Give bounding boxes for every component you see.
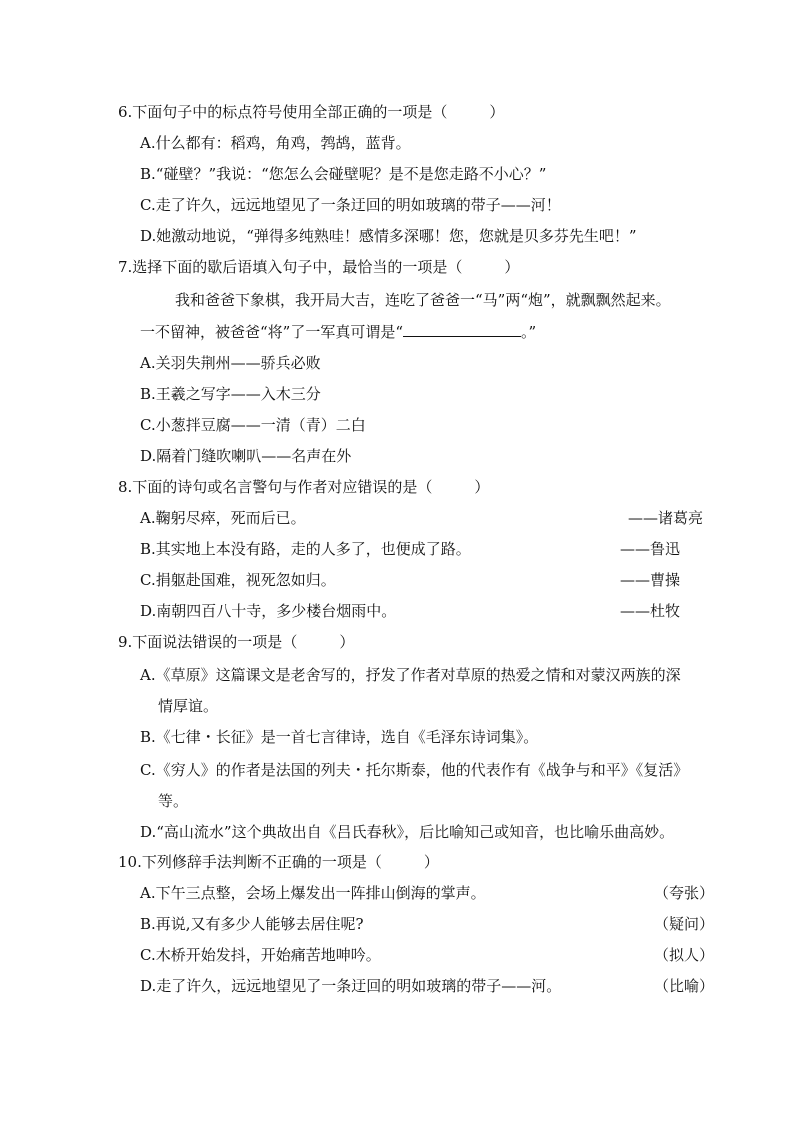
question-8-option-c: C.捐躯赴国难，视死忽如归。 (140, 571, 336, 589)
question-9-option-c-line-1: C.《穷人》的作者是法国的列夫・托尔斯泰，他的代表作有《战争与和平》《复活》 (140, 761, 689, 779)
question-10-option-b: B.再说,又有多少人能够去居住呢? (140, 915, 364, 933)
question-10-option-a-tag: （夸张） (654, 884, 715, 902)
question-8-stem: 8.下面的诗句或名言警句与作者对应错误的是（ ） (118, 478, 490, 496)
question-7-stem: 7.选择下面的歇后语填入句子中，最恰当的一项是（ ） (118, 258, 520, 276)
question-6-option-a: A.什么都有：稻鸡，角鸡，鹁鸪，蓝背。 (140, 134, 411, 152)
question-8-option-d: D.南朝四百八十寺，多少楼台烟雨中。 (140, 602, 397, 620)
question-8-option-b: B.其实地上本没有路，走的人多了，也便成了路。 (140, 540, 471, 558)
question-8-option-b-author: ——鲁迅 (620, 540, 681, 558)
question-6-option-b: B.“碰壁？”我说：“您怎么会碰壁呢？是不是您走路不小心？” (140, 165, 547, 183)
question-10-stem: 10.下列修辞手法判断不正确的一项是（ ） (118, 853, 439, 871)
question-10-option-c-tag: （拟人） (654, 946, 715, 964)
question-7-option-c: C.小葱拌豆腐——一清（青）二白 (140, 416, 366, 434)
question-7-option-a: A.关羽失荆州——骄兵必败 (140, 354, 321, 372)
question-10-option-d-tag: （比喻） (654, 977, 715, 995)
question-7-passage-line-1: 我和爸爸下象棋，我开局大吉，连吃了爸爸一“马”两“炮”，就飘飘然起来。 (175, 291, 671, 309)
question-8-option-d-author: ——杜牧 (620, 602, 681, 620)
question-9-option-b: B.《七律・长征》是一首七言律诗，选自《毛泽东诗词集》。 (140, 728, 539, 746)
question-10-option-c: C.木桥开始发抖，开始痛苦地呻吟。 (140, 946, 381, 964)
question-8-option-a-author: ——诸葛亮 (628, 509, 704, 527)
fill-in-blank (403, 322, 521, 337)
question-6-option-d: D.她激动地说，“弹得多纯熟哇！感情多深哪！您，您就是贝多芬先生吧！” (140, 227, 637, 245)
question-9-option-a-line-2: 情厚谊。 (158, 697, 219, 715)
question-9-stem: 9.下面说法错误的一项是（ ） (118, 633, 355, 651)
question-10-option-a: A.下午三点整，会场上爆发出一阵排山倒海的掌声。 (140, 884, 486, 902)
question-9-option-a-line-1: A.《草原》这篇课文是老舍写的，抒发了作者对草原的热爱之情和对蒙汉两族的深 (140, 666, 681, 684)
question-8-option-c-author: ——曹操 (620, 571, 681, 589)
question-9-option-c-line-2: 等。 (158, 792, 189, 810)
question-7-option-d: D.隔着门缝吹喇叭——名声在外 (140, 447, 352, 465)
question-7-passage-line-2: 一不留神，被爸爸“将”了一军真可谓是“ 。” (140, 323, 537, 341)
question-10-option-d: D.走了许久，远远地望见了一条迂回的明如玻璃的带子——河。 (140, 977, 562, 995)
question-9-option-d: D.“高山流水”这个典故出自《吕氏春秋》，后比喻知己或知音，也比喻乐曲高妙。 (140, 823, 675, 841)
question-8-option-a: A.鞠躬尽瘁，死而后已。 (140, 509, 306, 527)
question-6-option-c: C.走了许久，远远地望见了一条迂回的明如玻璃的带子——河！ (140, 196, 561, 214)
question-6-stem: 6.下面句子中的标点符号使用全部正确的一项是（ ） (118, 103, 505, 121)
question-7-option-b: B.王羲之写字——入木三分 (140, 385, 321, 403)
question-10-option-b-tag: （疑问） (654, 915, 715, 933)
